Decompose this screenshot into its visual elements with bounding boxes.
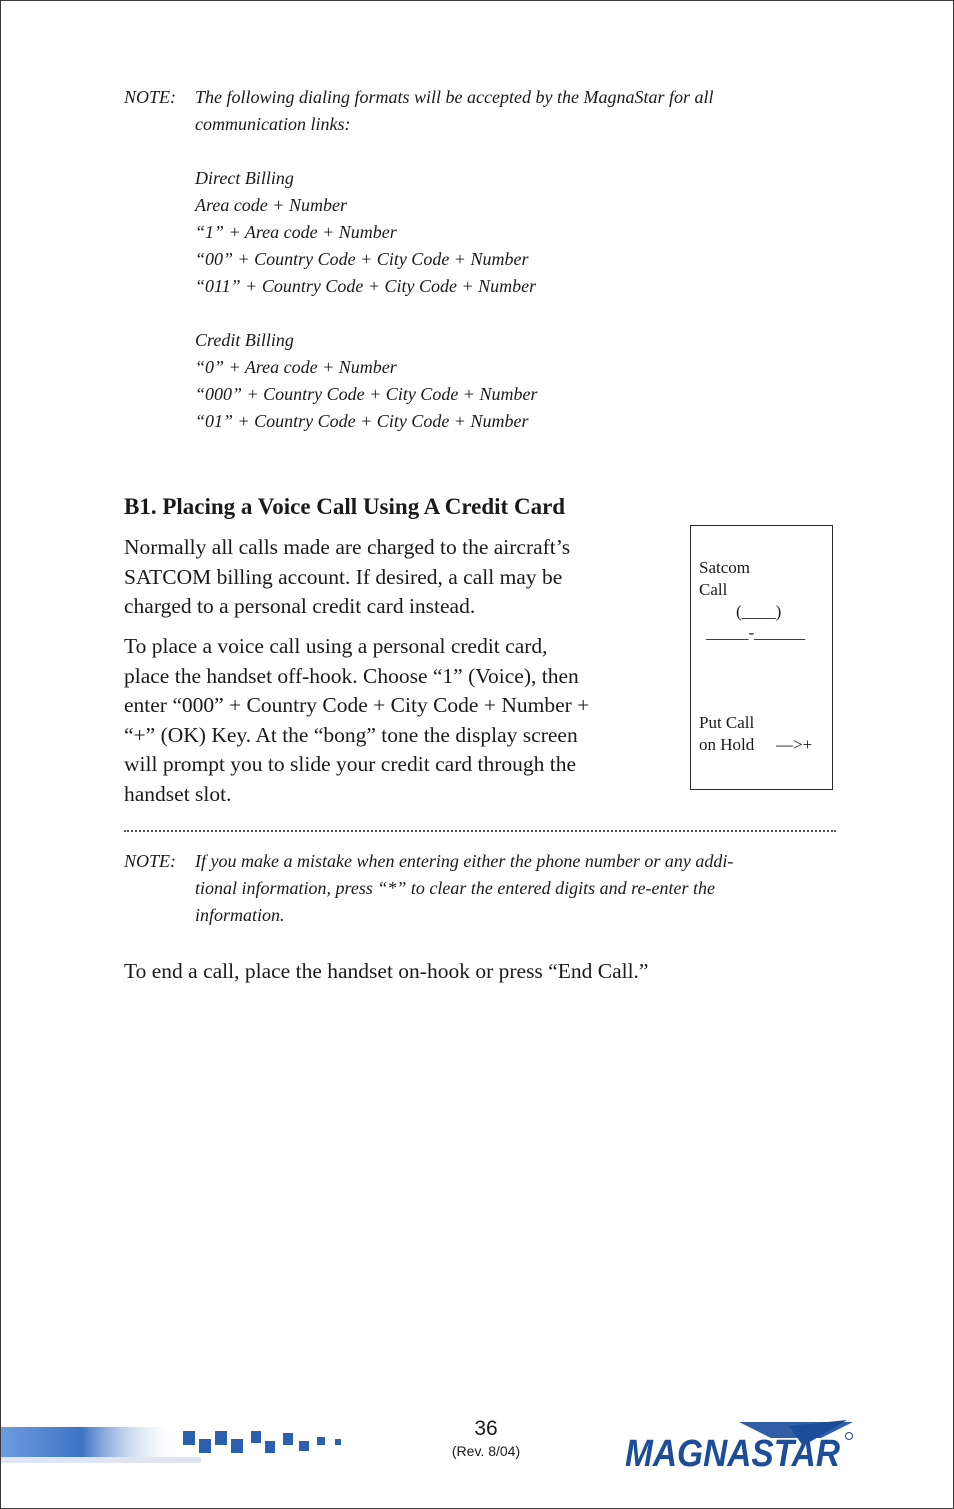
direct-billing-heading: Direct Billing xyxy=(195,168,294,188)
end-call-instruction: To end a call, place the handset on-hook or press “End Call.” xyxy=(124,959,649,983)
display-line-on-hold: on Hold xyxy=(699,735,755,754)
spacer xyxy=(195,138,834,165)
magnastar-logo xyxy=(621,1416,861,1486)
intro-paragraph xyxy=(124,533,570,622)
paragraph-line: handset slot. xyxy=(124,781,232,806)
direct-billing-format: Area code + Number xyxy=(195,195,347,215)
note-label: NOTE: xyxy=(124,87,177,107)
note-line: information. xyxy=(195,905,285,925)
paragraph-line: place the handset off-hook. Choose “1” (Voice), then xyxy=(124,663,579,688)
mistake-note xyxy=(124,848,836,929)
section-heading: B1. Placing a Voice Call Using A Credit Card xyxy=(124,494,566,519)
footer-pixel-band xyxy=(1,1419,421,1467)
paragraph-line: will prompt you to slide your credit card through the xyxy=(124,752,577,776)
display-number-field: _____-______ xyxy=(706,623,806,642)
handset-display-screen xyxy=(690,525,833,790)
paragraph-line: charged to a personal credit card instead. xyxy=(124,594,476,618)
display-line-put-call: Put Call xyxy=(699,713,755,732)
dialing-formats-note xyxy=(124,84,834,435)
dotted-divider xyxy=(124,830,836,832)
svg-text:MAGNASTAR: MAGNASTAR xyxy=(625,1433,841,1475)
revision-date: (Rev. 8/04) xyxy=(451,1443,521,1459)
display-area-code-field: (____) xyxy=(736,602,782,621)
credit-billing-heading: Credit Billing xyxy=(195,330,294,350)
spacer xyxy=(195,300,834,327)
note-line: communication links: xyxy=(195,114,351,134)
credit-billing-format: “000” + Country Code + City Code + Number xyxy=(195,384,538,404)
display-hold-arrow: —>+ xyxy=(776,735,813,754)
paragraph-line: SATCOM billing account. If desired, a call may be xyxy=(124,564,563,589)
direct-billing-format: “00” + Country Code + City Code + Number xyxy=(195,249,529,269)
direct-billing-format: “1” + Area code + Number xyxy=(195,222,397,242)
note-label: NOTE: xyxy=(124,851,177,871)
display-line-satcom: Satcom xyxy=(699,558,750,577)
direct-billing-format: “011” + Country Code + City Code + Number xyxy=(195,276,537,296)
note-line: tional information, press “*” to clear the entered digits and re-enter the xyxy=(195,878,715,898)
paragraph-line: To place a voice call using a personal credit card, xyxy=(124,634,548,658)
instructions-paragraph xyxy=(124,632,589,809)
paragraph-line: “+” (OK) Key. At the “bong” tone the display screen xyxy=(124,722,578,747)
paragraph-line: Normally all calls made are charged to the aircraft’s xyxy=(124,535,571,559)
display-line-call: Call xyxy=(699,580,728,599)
paragraph-line: enter “000” + Country Code + City Code + Number + xyxy=(124,693,590,717)
page-number: 36 xyxy=(474,1417,498,1440)
note-line: The following dialing formats will be accepted by the MagnaStar for all xyxy=(195,87,714,107)
note-line: If you make a mistake when entering either the phone number or any addi- xyxy=(195,851,734,871)
credit-billing-format: “01” + Country Code + City Code + Number xyxy=(195,411,529,431)
credit-billing-format: “0” + Area code + Number xyxy=(195,357,397,377)
